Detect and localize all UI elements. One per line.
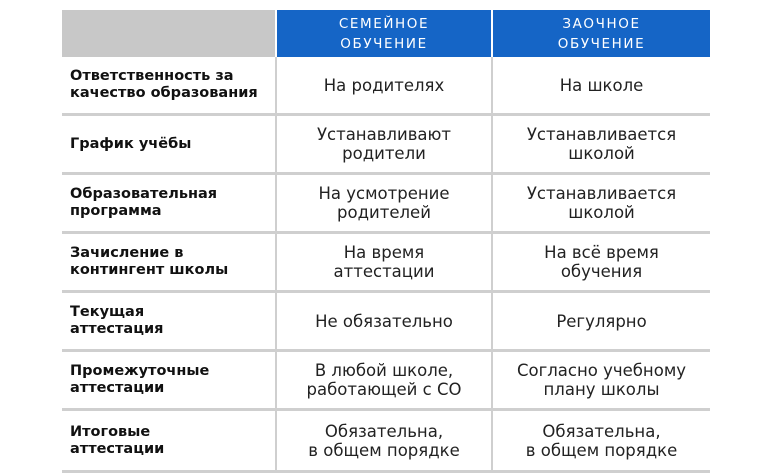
cell-correspondence-schedule: Устанавливается школой [493, 116, 710, 175]
row-label-responsibility: Ответственность за качество образования [62, 57, 277, 116]
cell-family-current-assessment: Не обязательно [277, 293, 493, 352]
cell-correspondence-program: Устанавливается школой [493, 175, 710, 234]
cell-correspondence-final-assessment: Обязательна, в общем порядке [525, 421, 678, 460]
cell-family-program: На усмотрение родителей [277, 175, 493, 234]
cell-family-enrollment: На время аттестации [277, 234, 493, 293]
cell-correspondence-current-assessment: Регулярно [493, 293, 710, 352]
cell-correspondence-enrollment: На всё время обучения [493, 234, 710, 293]
row-label-current-assessment: Текущая аттестация [62, 293, 277, 352]
column-header-family-education: СЕМЕЙНОЕ ОБУЧЕНИЕ [277, 10, 493, 57]
row-label-schedule: График учёбы [62, 116, 277, 175]
cell-family-responsibility: На родителях [277, 57, 493, 116]
cell-family-final-assessment: Обязательна, в общем порядке [277, 411, 493, 470]
cell-family-intermediate-assessment: В любой школе, работающей с СО [277, 352, 493, 411]
row-label-intermediate-assessment: Промежуточные аттестации [62, 352, 277, 411]
cell-correspondence-responsibility: На школе [493, 57, 710, 116]
row-label-enrollment: Зачисление в контингент школы [62, 234, 277, 293]
cell-family-schedule: Устанавливают родители [277, 116, 493, 175]
row-label-final-assessment: Итоговые аттестации [62, 411, 277, 470]
cell-correspondence-intermediate-assessment: Согласно учебному плану школы [493, 352, 710, 411]
row-label-program: Образовательная программа [62, 175, 277, 234]
column-header-correspondence-education: ЗАОЧНОЕ ОБУЧЕНИЕ [493, 10, 710, 57]
comparison-table [62, 10, 710, 473]
table-corner [62, 10, 277, 57]
